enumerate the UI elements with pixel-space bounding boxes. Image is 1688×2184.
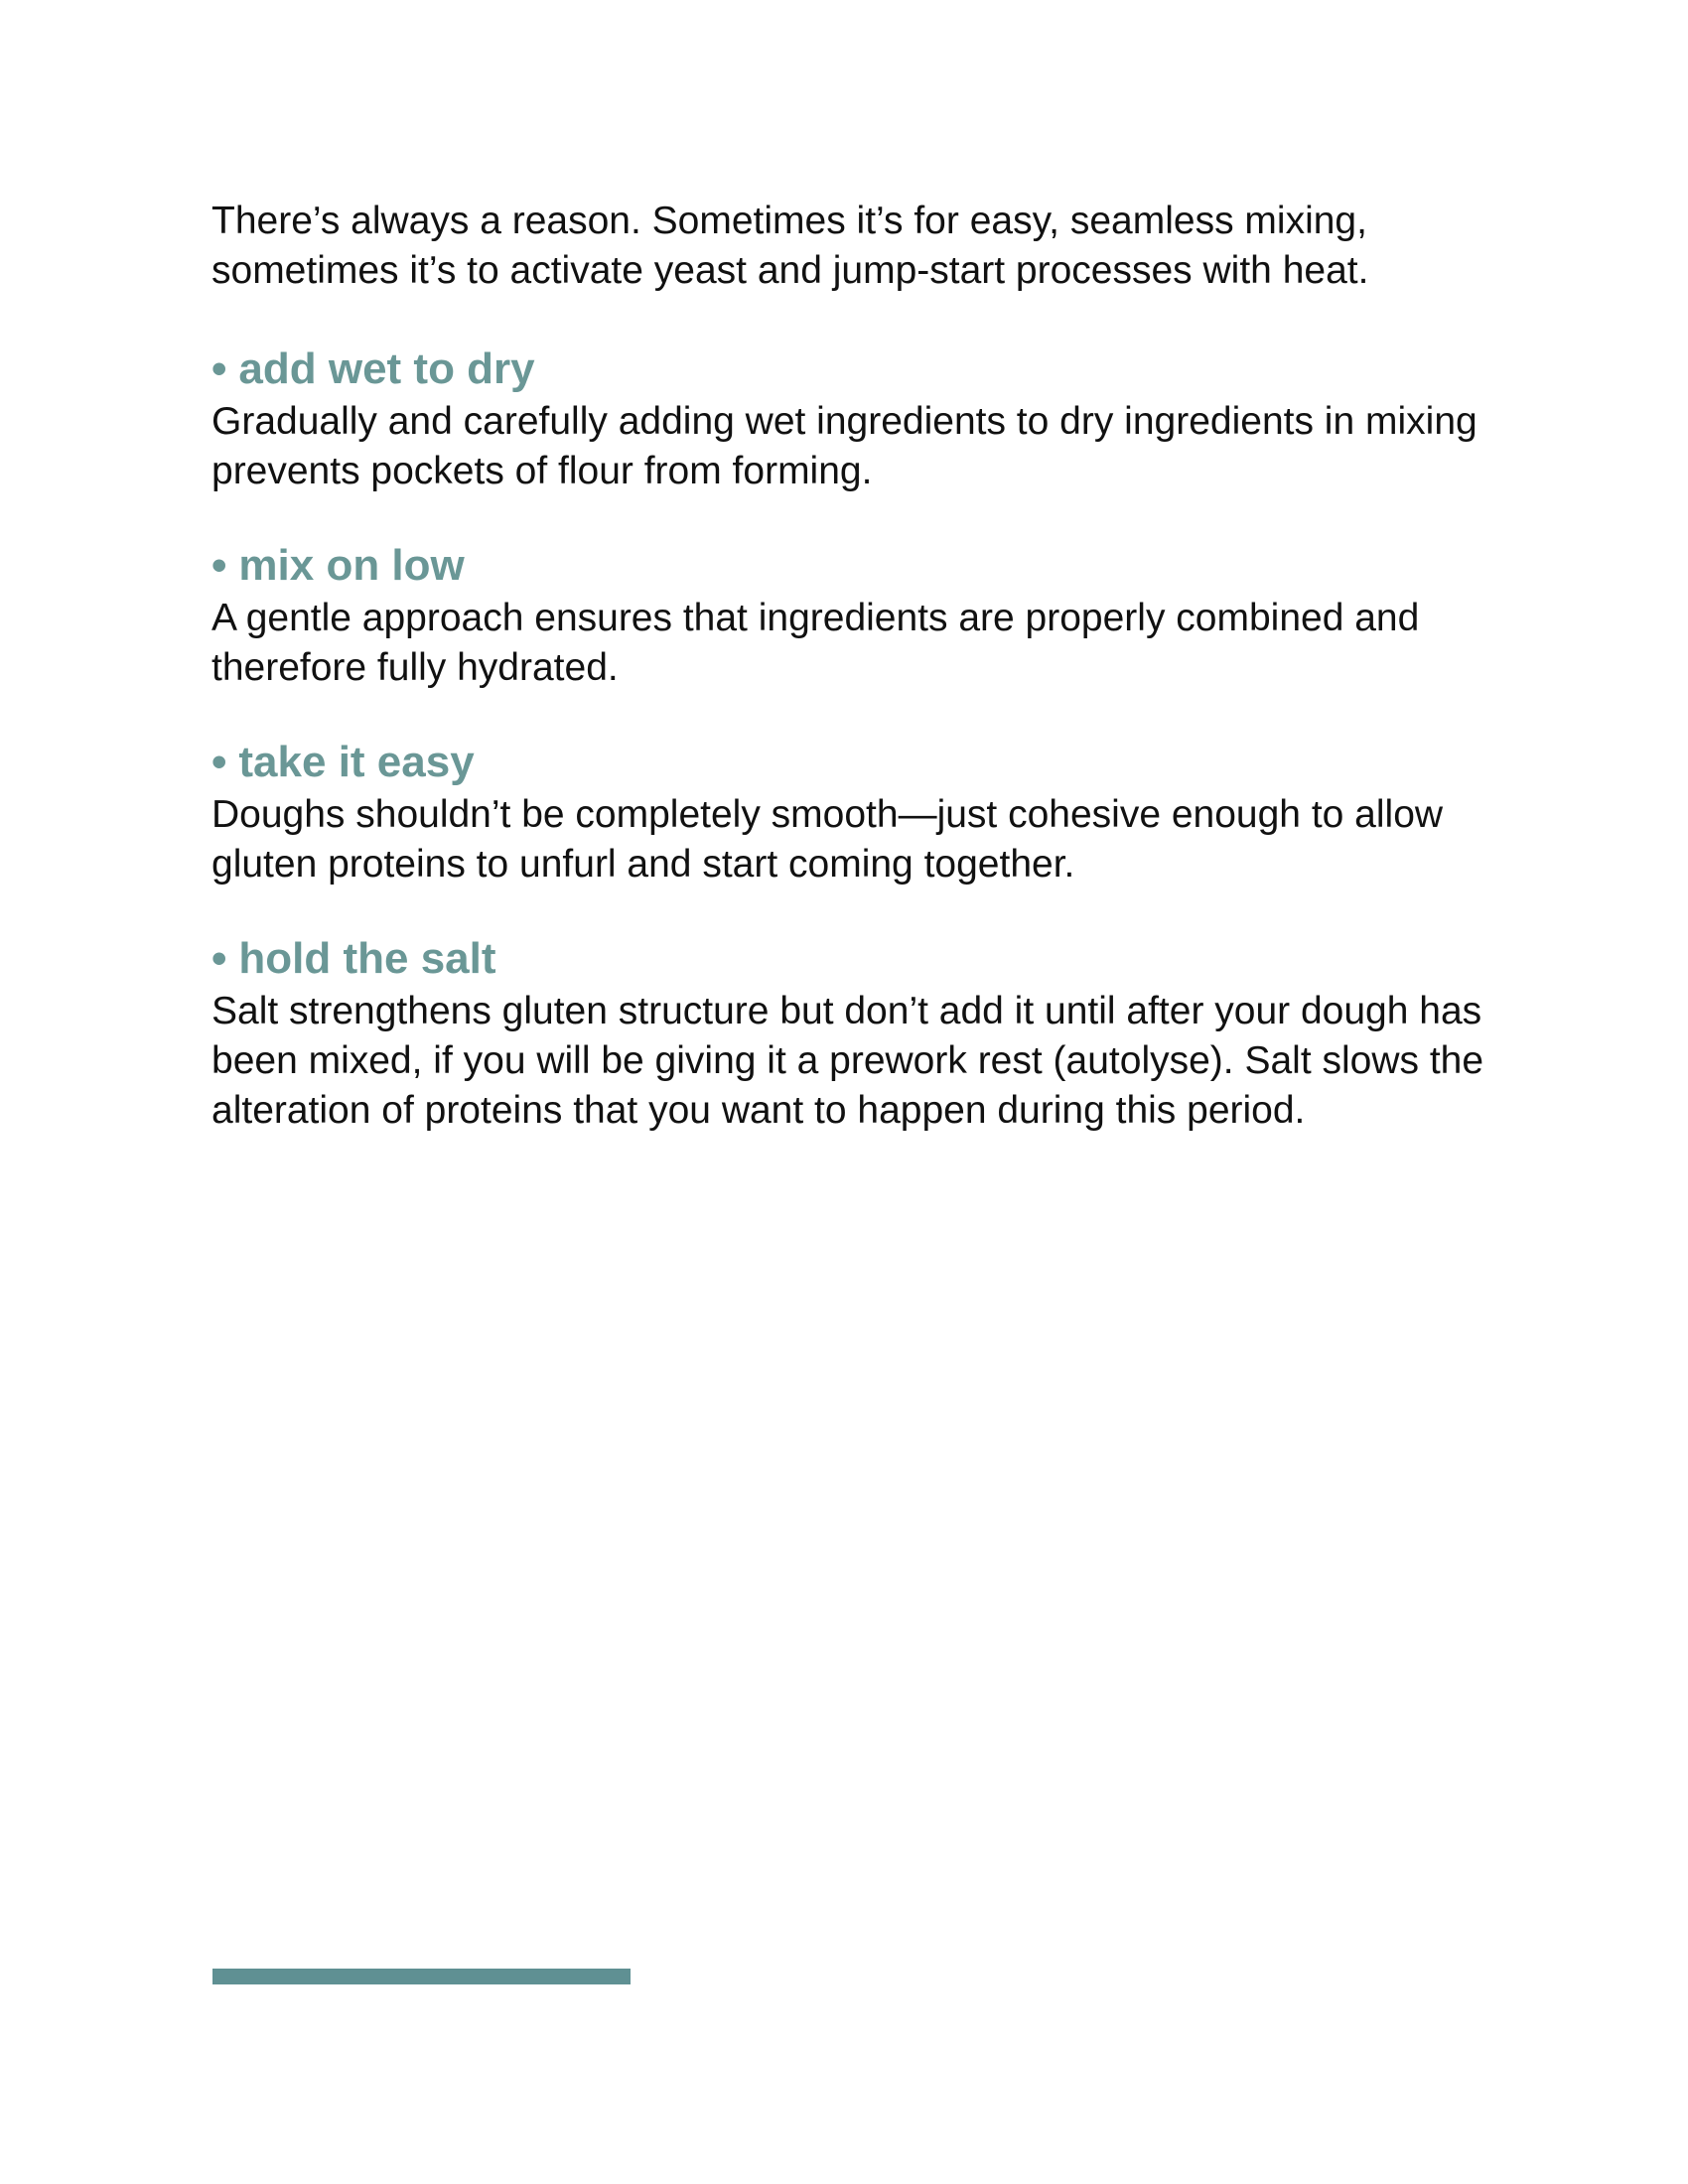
- intro-paragraph: There’s always a reason. Sometimes it’s for easy, seamless mixing, sometimes it’s to activate yeast and jump-start processes with heat.: [211, 200, 1369, 292]
- bullet-icon: •: [211, 541, 227, 590]
- tip-section-mix-on-low: [211, 540, 1492, 693]
- tip-heading: [211, 343, 1492, 395]
- bullet-icon: •: [211, 934, 227, 983]
- tip-title: take it easy: [238, 738, 475, 786]
- tip-heading: [211, 737, 1492, 788]
- footer-accent-bar: [212, 1969, 631, 1984]
- tip-heading: [211, 540, 1492, 592]
- bullet-icon: •: [211, 344, 227, 393]
- tip-section-take-it-easy: [211, 737, 1492, 889]
- tip-body: Salt strengthens gluten structure but don’t add it until after your dough has been mixed, if you will be giving it a prework rest (autolyse). Salt slows the alteration of proteins that you want to happen during this period.: [211, 990, 1484, 1132]
- tip-section-add-wet-to-dry: [211, 343, 1492, 496]
- tip-heading: [211, 933, 1492, 985]
- document-content: [211, 197, 1492, 1179]
- bullet-icon: •: [211, 738, 227, 786]
- tip-title: add wet to dry: [238, 344, 535, 393]
- tip-body: Gradually and carefully adding wet ingredients to dry ingredients in mixing prevents pockets of flour from forming.: [211, 400, 1477, 492]
- tip-section-hold-the-salt: [211, 933, 1492, 1136]
- tip-body: A gentle approach ensures that ingredients are properly combined and therefore fully hydrated.: [211, 597, 1420, 689]
- tip-title: mix on low: [238, 541, 465, 590]
- tip-body: Doughs shouldn’t be completely smooth—just cohesive enough to allow gluten proteins to unfurl and start coming together.: [211, 793, 1444, 886]
- tip-title: hold the salt: [238, 934, 496, 983]
